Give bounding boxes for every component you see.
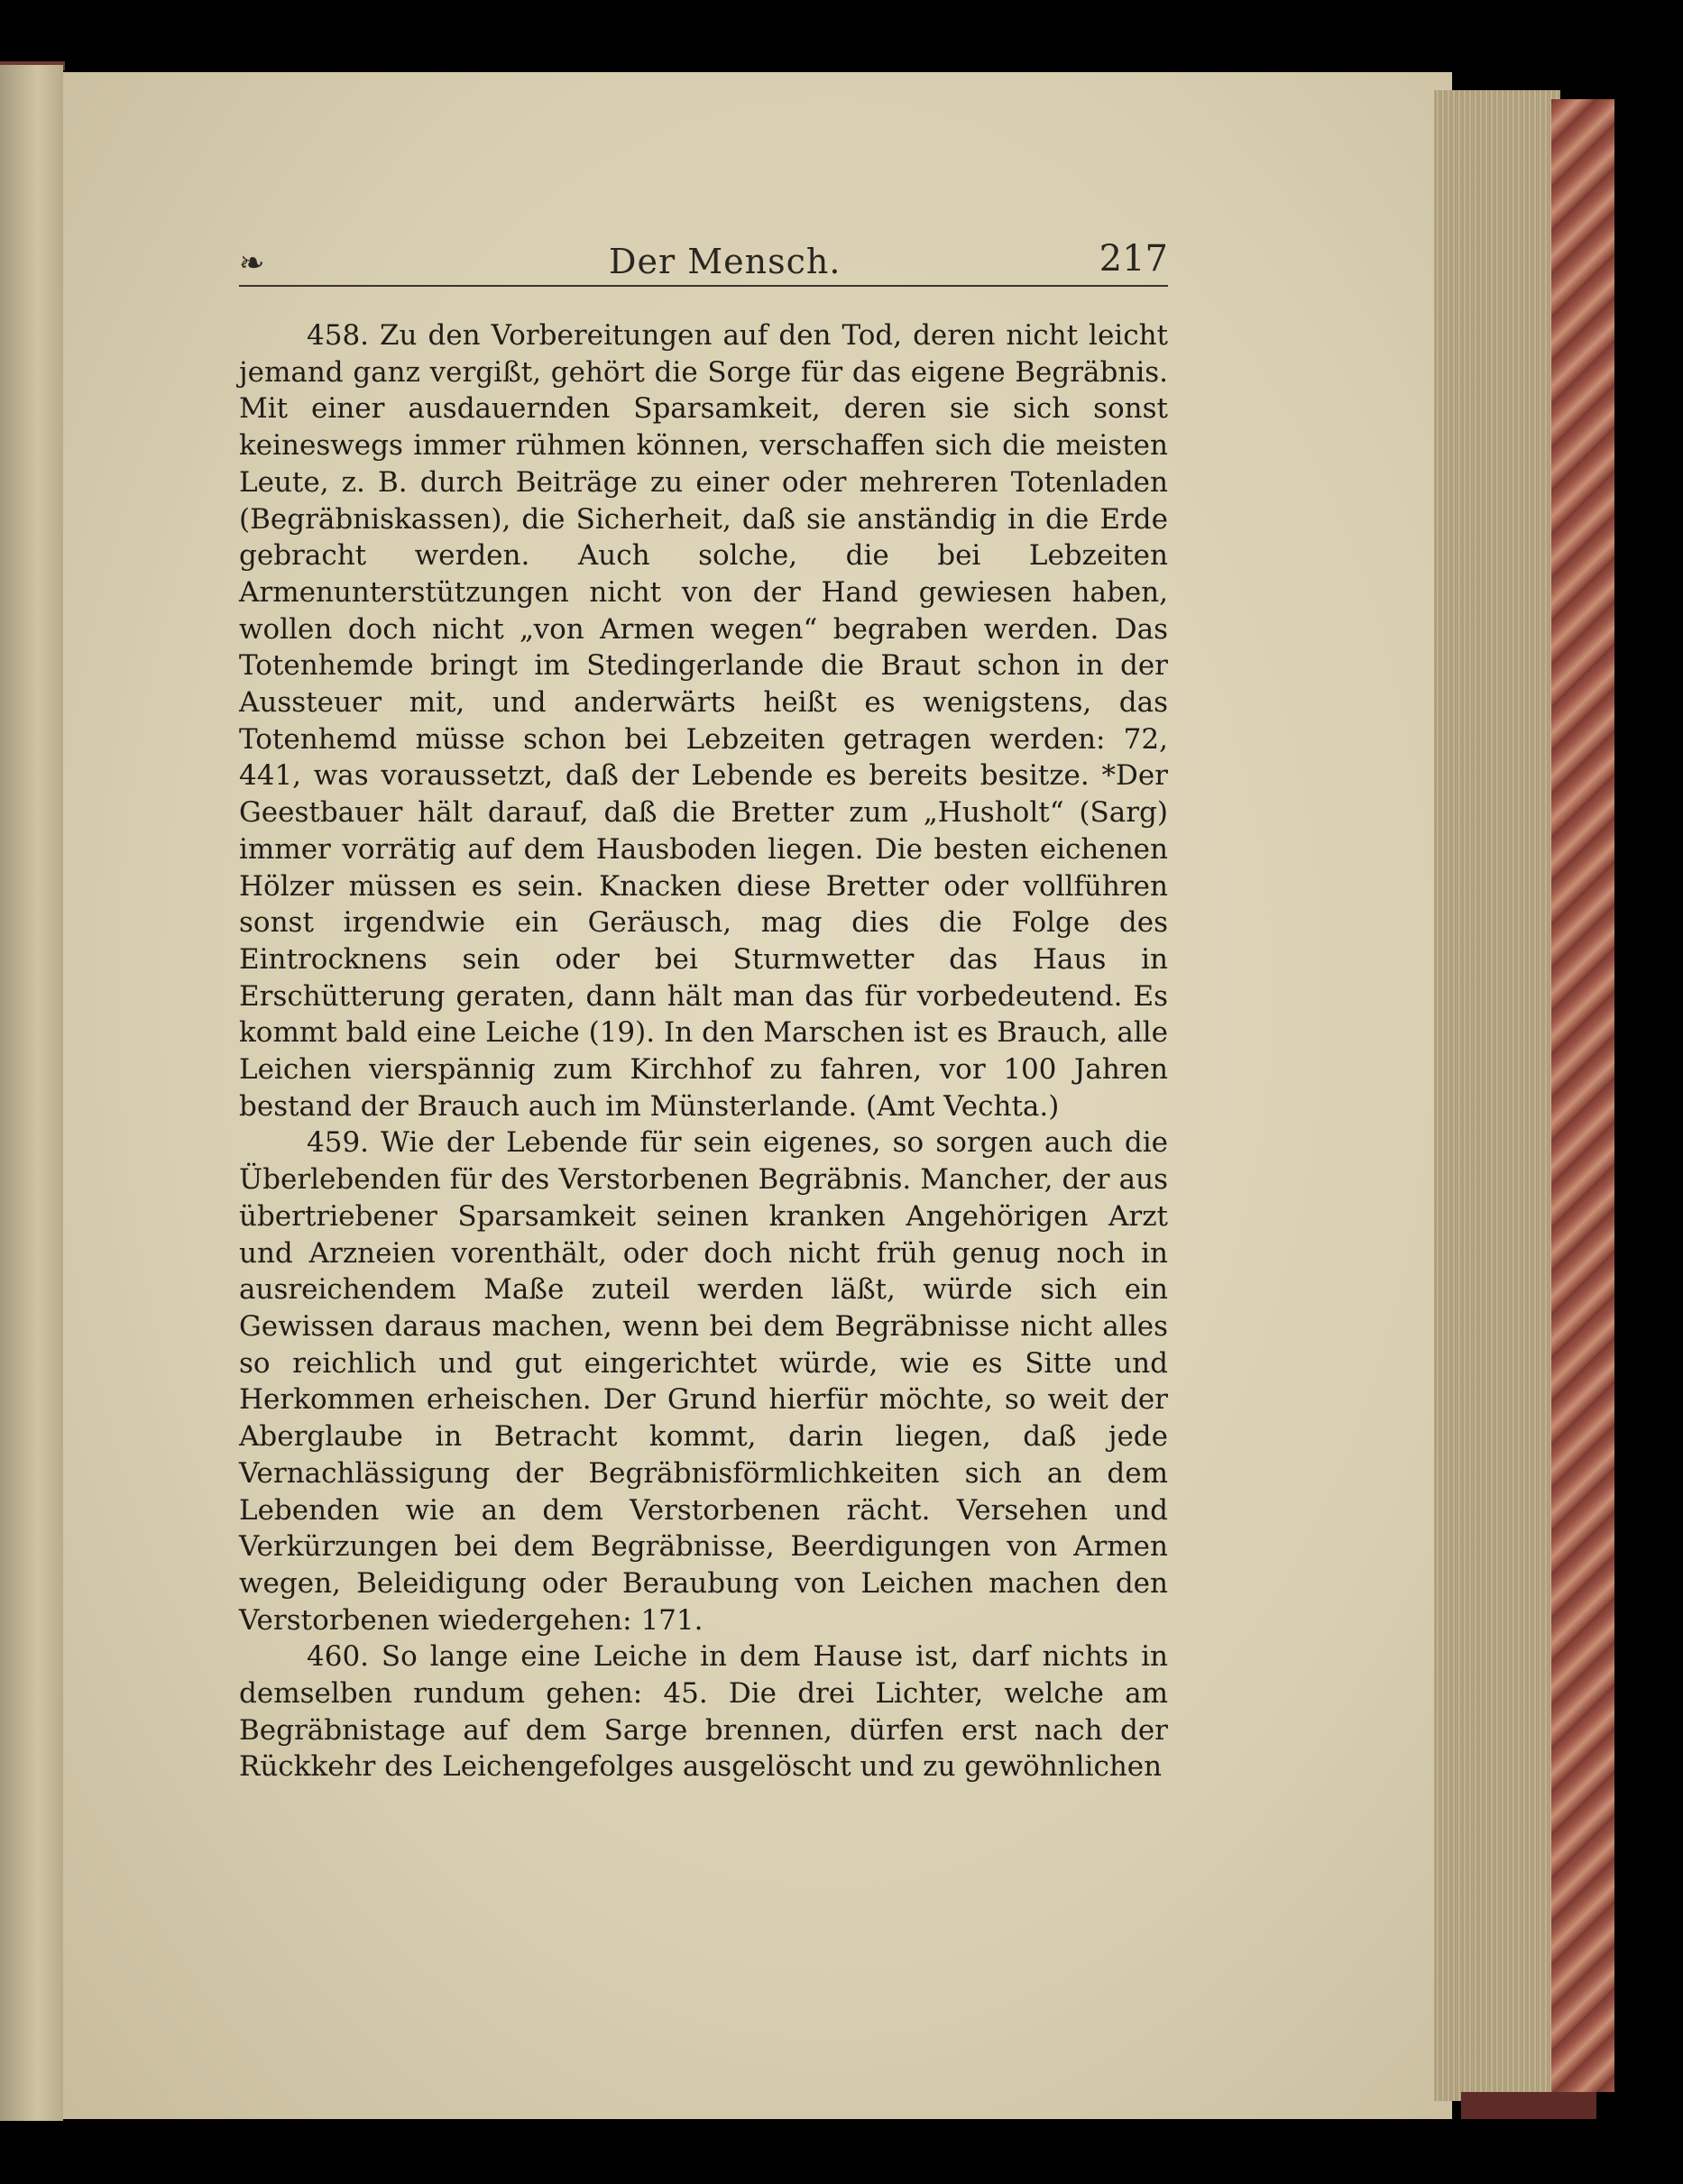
paragraph-459: 459. Wie der Lebende für sein eigenes, so sorgen auch die Überlebenden für des Verstorbenen Begräbnis. Mancher, der aus übertriebener Sparsamkeit seinen kranken Angehörigen Arzt und Arzneien vorenthält, oder doch nicht früh genug noch in ausreichendem Maße zuteil werden läßt, würde sich ein Gewissen daraus machen, wenn bei dem Begräbnisse nicht alles so reichlich und gut eingerichtet würde, wie es Sitte und Herkommen erheischen. Der Grund hierfür möchte, so weit der Aberglaube in Betracht kommt, darin liegen, daß jede Vernachlässigung der Begräbnisförmlichkeiten sich an dem Lebenden wie an dem Verstorbenen rächt. Versehen und Verkürzungen bei dem Begräbnisse, Beerdigungen von Armen wegen, Beleidigung oder Beraubung von Leichen machen den Verstorbenen wiedergehen: 171. [239,1126,1168,1637]
page-edges [1434,90,1560,2101]
book-cover-bottom [1461,2092,1596,2119]
body-text [239,317,1168,1785]
paragraph-460: 460. So lange eine Leiche in dem Hause ist, darf nichts in demselben rundum gehen: 45. Die drei Lichter, welche am Begräbnistage auf dem Sarge brennen, dürfen erst nach der Rückkehr des Leichengefolges ausgelöscht und zu gewöhnlichen [239,1640,1168,1784]
book-cover-edge [1551,99,1614,2092]
paragraph-458: 458. Zu den Vorbereitungen auf den Tod, deren nicht leicht jemand ganz vergißt, gehört die Sorge für das eigene Begräbnis. Mit einer ausdauernden Sparsamkeit, deren sie sich sonst keineswegs immer rühmen können, verschaffen sich die meisten Leute, z. B. durch Beiträge zu einer oder mehreren Totenladen (Begräbniskassen), die Sicherheit, daß sie anständig in die Erde gebracht werden. Auch solche, die bei Lebzeiten Armenunterstützungen nicht von der Hand gewiesen haben, wollen doch nicht „von Armen wegen“ begraben werden. Das Totenhemde bringt im Stedingerlande die Braut schon in der Aussteuer mit, und anderwärts heißt es wenigstens, das Totenhemd müsse schon bei Lebzeiten getragen werden: 72, 441, was voraussetzt, daß der Lebende es bereits besitze. *Der Geestbauer hält darauf, daß die Bretter zum „Husholt“ (Sarg) immer vorrätig auf dem Hausboden liegen. Die besten eichenen Hölzer müssen es sein. Knacken diese Bretter oder vollführen sonst irgendwie ein Geräusch, mag dies die Folge des Eintrocknens sein oder bei Sturmwetter das Haus in Erschütterung geraten, dann hält man das für vorbedeutend. Es kommt bald eine Leiche (19). In den Marschen ist es Brauch, alle Leichen vierspännig zum Kirchhof zu fahren, vor 100 Jahren bestand der Brauch auch im Münsterlande. (Amt Vechta.) [239,319,1168,1123]
page-number: 217 [1099,238,1168,280]
left-page [0,65,63,2121]
header-rule [239,285,1168,287]
chapter-title: Der Mensch. [609,242,842,281]
running-head [239,236,1168,281]
fleuron-icon: ❧ [239,245,265,281]
